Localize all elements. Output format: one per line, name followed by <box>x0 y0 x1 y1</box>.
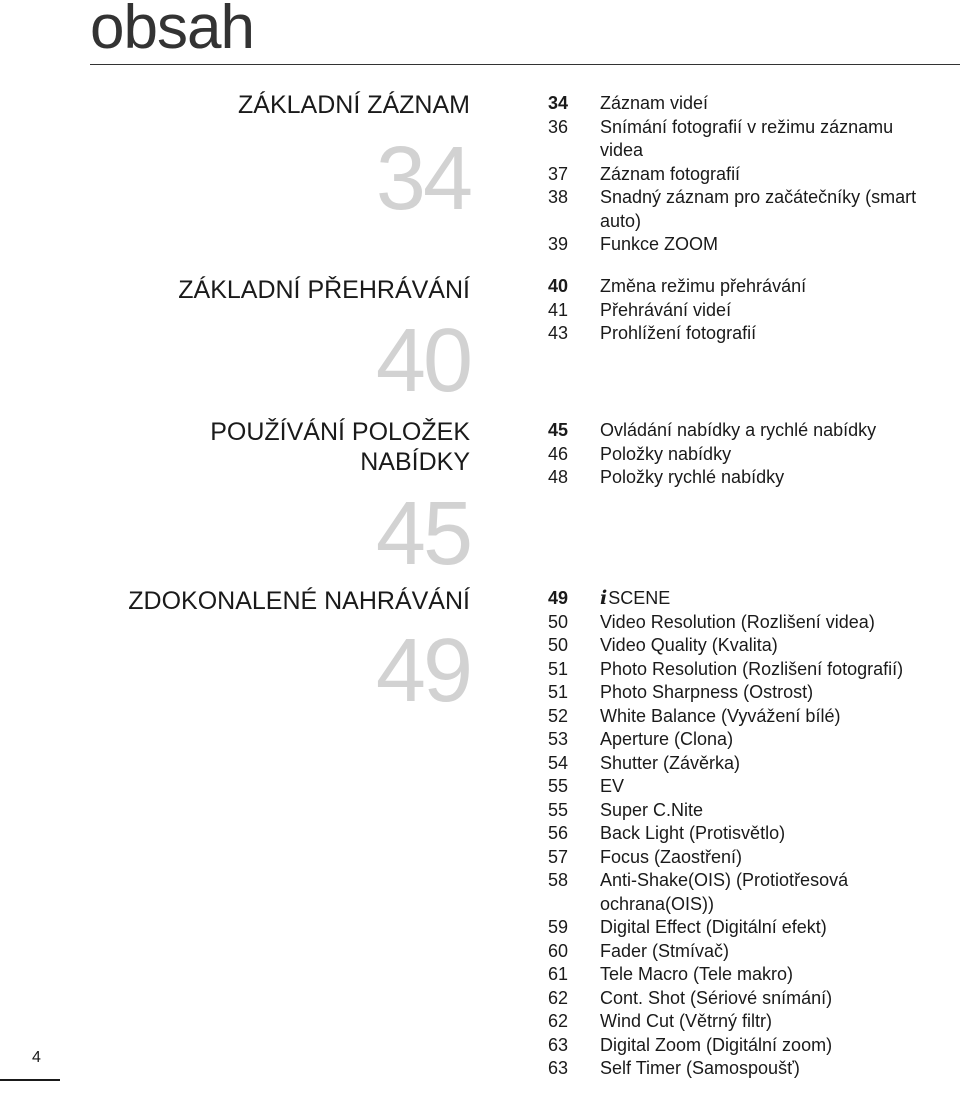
toc-entry[interactable] <box>0 233 960 257</box>
section-title-line: ZÁKLADNÍ ZÁZNAM <box>238 91 470 119</box>
section-title-line: ZDOKONALENÉ NAHRÁVÁNÍ <box>128 587 470 615</box>
entry-text: Ovládání nabídky a rychlé nabídky <box>600 420 877 440</box>
entry-text: Photo Resolution (Rozlišení fotografií) <box>600 658 904 679</box>
section-big-number: 34 <box>375 129 470 229</box>
entry-text: Tele Macro (Tele makro) <box>600 964 794 984</box>
entry-page-number: 38 <box>547 187 568 207</box>
iscene-icon: i <box>600 587 608 609</box>
toc-entry[interactable] <box>0 916 960 940</box>
toc-entry[interactable] <box>0 775 960 799</box>
entry-text-label: SCENE <box>608 588 671 608</box>
section-big-number: 49 <box>375 621 470 721</box>
entry-page-number: 50 <box>547 635 568 655</box>
entry-page-number: 51 <box>547 682 568 702</box>
entry-page-number: 40 <box>547 276 568 296</box>
entry-page-number: 46 <box>547 443 568 464</box>
entry-page-number: 50 <box>547 611 568 632</box>
toc-entry[interactable] <box>0 186 960 233</box>
entry-text: Self Timer (Samospoušť) <box>600 1058 800 1078</box>
entry-text: Aperture (Clona) <box>600 729 734 749</box>
section-big-number: 45 <box>375 484 470 584</box>
toc-entry[interactable] <box>0 163 960 187</box>
toc-entry[interactable] <box>0 658 960 682</box>
entry-page-number: 45 <box>547 420 568 440</box>
toc-entry[interactable] <box>0 752 960 776</box>
page-number: 4 <box>32 1049 41 1066</box>
entry-text: EV <box>600 776 625 796</box>
toc-entry[interactable] <box>0 963 960 987</box>
entry-page-number: 56 <box>547 823 568 843</box>
entry-page-number: 51 <box>547 658 568 679</box>
entry-page-number: 34 <box>547 93 568 113</box>
toc-entry[interactable] <box>0 92 960 116</box>
section-title-line: ZÁKLADNÍ PŘEHRÁVÁNÍ <box>178 276 470 304</box>
toc-entry[interactable] <box>0 799 960 823</box>
entry-page-number: 55 <box>547 776 568 796</box>
section-entries-advanced-recording <box>0 587 960 1081</box>
entry-page-number: 36 <box>547 116 568 137</box>
entry-text: Snadný záznam pro začátečníky (smart auto) <box>600 187 917 231</box>
page-title: obsah <box>90 0 254 62</box>
toc-entry[interactable] <box>0 275 960 299</box>
toc-entry[interactable] <box>0 299 960 323</box>
entry-page-number: 61 <box>547 964 568 984</box>
toc-entry[interactable] <box>0 116 960 163</box>
entry-text: Změna režimu přehrávání <box>600 276 807 296</box>
entry-page-number: 37 <box>547 163 568 184</box>
toc-entry[interactable] <box>0 322 960 346</box>
section-entries-basic-playback <box>0 275 960 346</box>
entry-page-number: 63 <box>547 1034 568 1055</box>
entry-text: Digital Zoom (Digitální zoom) <box>600 1034 833 1055</box>
entry-text: Přehrávání videí <box>600 299 732 320</box>
section-big-number: 40 <box>375 311 470 411</box>
entry-text <box>600 587 955 611</box>
entry-page-number: 41 <box>547 299 568 320</box>
toc-entry[interactable] <box>0 634 960 658</box>
entry-page-number: 49 <box>547 588 568 608</box>
toc-entry[interactable] <box>0 940 960 964</box>
entry-text: Prohlížení fotografií <box>600 323 757 343</box>
entry-page-number: 39 <box>547 234 568 254</box>
entry-text: Anti-Shake(OIS) (Protiotřesová ochrana(OIS)) <box>600 870 849 914</box>
entry-page-number: 52 <box>547 705 568 726</box>
entry-page-number: 62 <box>547 987 568 1008</box>
entry-text: Video Resolution (Rozlišení videa) <box>600 611 875 632</box>
entry-text: Focus (Zaostření) <box>600 846 743 867</box>
section-entries-basic-recording <box>0 92 960 257</box>
toc-entry[interactable] <box>0 846 960 870</box>
toc-entry[interactable] <box>0 419 960 443</box>
entry-text: Cont. Shot (Sériové snímání) <box>600 987 833 1008</box>
toc-entry[interactable] <box>0 705 960 729</box>
entry-text: Super C.Nite <box>600 799 704 820</box>
toc-entry[interactable] <box>0 822 960 846</box>
entry-text: Fader (Stmívač) <box>600 940 730 961</box>
page-number-rule <box>0 1079 60 1081</box>
entry-page-number: 57 <box>547 846 568 867</box>
entry-text: Záznam fotografií <box>600 163 741 184</box>
entry-page-number: 48 <box>547 467 568 487</box>
entry-page-number: 58 <box>547 870 568 890</box>
section-entries-menu-items <box>0 419 960 490</box>
entry-page-number: 53 <box>547 729 568 749</box>
entry-page-number: 59 <box>547 917 568 937</box>
entry-page-number: 54 <box>547 752 568 773</box>
toc-entry[interactable] <box>0 728 960 752</box>
entry-text: Položky rychlé nabídky <box>600 467 785 487</box>
entry-text: Položky nabídky <box>600 443 732 464</box>
entry-page-number: 60 <box>547 940 568 961</box>
entry-text: Záznam videí <box>600 93 709 113</box>
toc-entry[interactable] <box>0 869 960 916</box>
entry-page-number: 63 <box>547 1058 568 1078</box>
entry-page-number: 62 <box>547 1011 568 1031</box>
entry-page-number: 55 <box>547 799 568 820</box>
toc-entry[interactable] <box>0 587 960 611</box>
toc-entry[interactable] <box>0 443 960 467</box>
section-title-line: NABÍDKY <box>360 448 470 476</box>
title-divider <box>90 64 960 65</box>
toc-entry[interactable] <box>0 1057 960 1081</box>
entry-text: Wind Cut (Větrný filtr) <box>600 1011 773 1031</box>
section-title-line: POUŽÍVÁNÍ POLOŽEK <box>210 418 470 446</box>
toc-entry[interactable] <box>0 987 960 1011</box>
entry-text: Video Quality (Kvalita) <box>600 635 778 655</box>
toc-entry[interactable] <box>0 466 960 490</box>
entry-text: Funkce ZOOM <box>600 234 719 254</box>
toc-entry[interactable] <box>0 611 960 635</box>
entry-text: Shutter (Závěrka) <box>600 752 741 773</box>
toc-entry[interactable] <box>0 1010 960 1034</box>
entry-text: Back Light (Protisvětlo) <box>600 823 786 843</box>
entry-text: Digital Effect (Digitální efekt) <box>600 917 827 937</box>
entry-text: White Balance (Vyvážení bílé) <box>600 705 841 726</box>
toc-entry[interactable] <box>0 681 960 705</box>
entry-page-number: 43 <box>547 323 568 343</box>
entry-text: Snímání fotografií v režimu záznamu videa <box>600 116 894 160</box>
entry-text: Photo Sharpness (Ostrost) <box>600 682 814 702</box>
toc-entry[interactable] <box>0 1034 960 1058</box>
